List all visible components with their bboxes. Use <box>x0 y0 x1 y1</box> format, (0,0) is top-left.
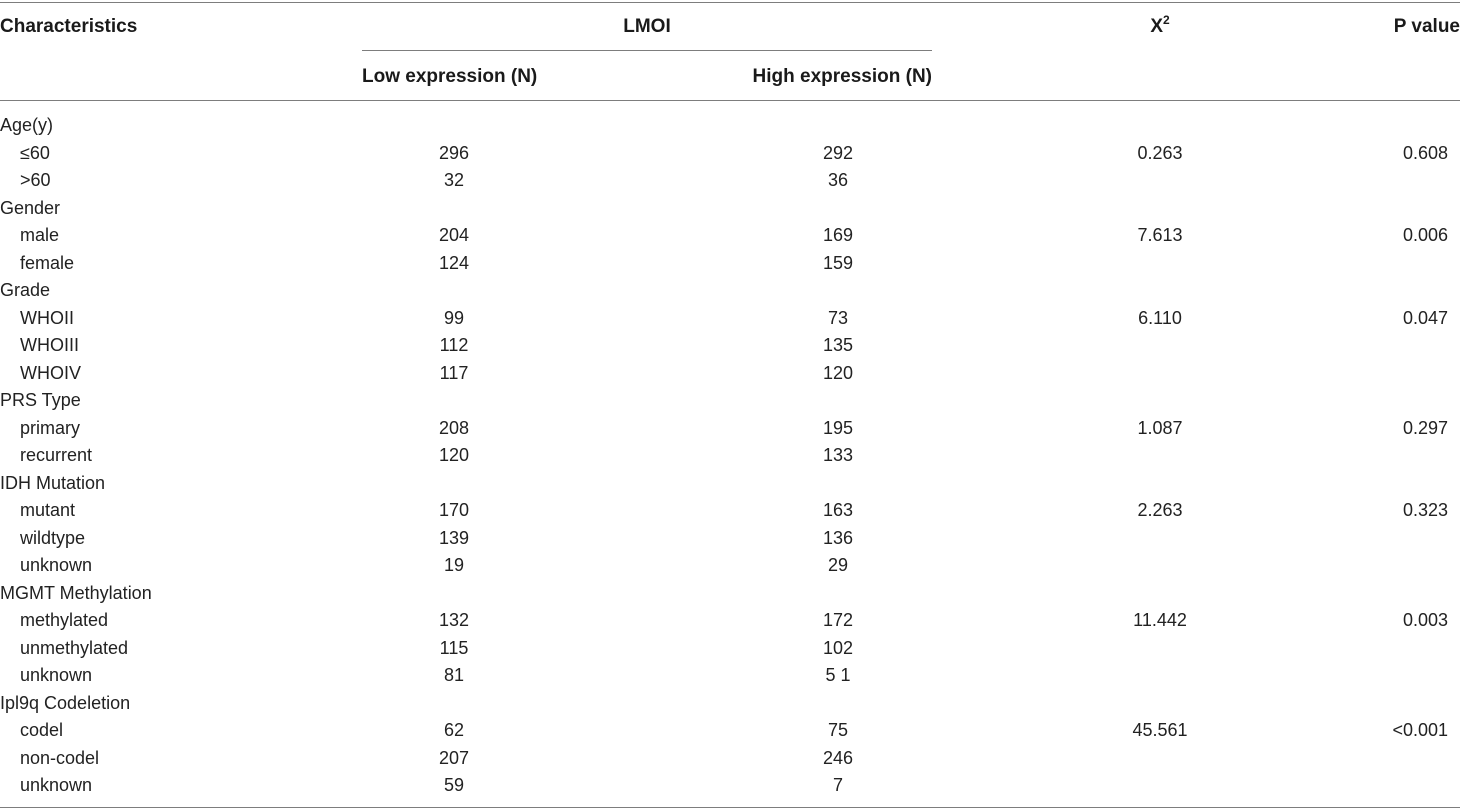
cell-p-value: 0.003 <box>1402 610 1448 630</box>
cell-characteristic: WHOIII <box>20 335 79 355</box>
cell-p-value: 0.323 <box>1402 500 1448 520</box>
cell-high-expression: 133 <box>822 445 854 465</box>
cell-high-expression: 7 <box>832 775 843 795</box>
cell-characteristic: unknown <box>20 555 93 575</box>
cell-characteristic: unknown <box>20 665 93 685</box>
cell-low-expression: 207 <box>438 747 470 768</box>
cell-characteristic: Gender <box>0 197 61 218</box>
table-row <box>0 360 1460 388</box>
table-row <box>0 222 1460 250</box>
table-group-row <box>0 580 1460 608</box>
cell-characteristic: male <box>20 225 60 245</box>
cell-p-value: 0.047 <box>1402 307 1448 328</box>
table-row <box>0 772 1460 800</box>
table-group-row <box>0 690 1460 718</box>
cell-high-expression: 5 1 <box>825 665 851 685</box>
header-lmoi: LMOI <box>623 16 671 37</box>
cell-low-expression: 120 <box>438 445 470 465</box>
cell-high-expression: 169 <box>822 225 854 245</box>
header-bottom-rule <box>0 100 1460 101</box>
cell-high-expression: 136 <box>822 527 854 548</box>
cell-chi-square: 11.442 <box>1133 610 1187 630</box>
cell-chi-square: 7.613 <box>1137 225 1183 245</box>
table-row <box>0 552 1460 580</box>
table-row <box>0 635 1460 663</box>
cell-low-expression: 124 <box>438 252 470 273</box>
table-group-row <box>0 387 1460 415</box>
cell-characteristic: primary <box>20 417 81 438</box>
header-p-value: P value <box>1393 16 1460 37</box>
cell-characteristic: ≤60 <box>20 142 50 163</box>
header-chi-square <box>1110 13 1210 38</box>
cell-low-expression: 296 <box>438 142 470 163</box>
cell-characteristic: Grade <box>0 280 51 300</box>
cell-characteristic: recurrent <box>20 445 93 465</box>
cell-high-expression: 73 <box>827 307 849 328</box>
cell-high-expression: 36 <box>827 170 849 190</box>
cell-high-expression: 292 <box>822 142 854 163</box>
cell-characteristic: unmethylated <box>20 637 129 658</box>
cell-high-expression: 172 <box>822 610 854 630</box>
cell-high-expression: 163 <box>822 500 854 520</box>
cell-p-value: 0.608 <box>1402 142 1448 163</box>
cell-high-expression: 159 <box>822 252 854 273</box>
cell-low-expression: 170 <box>438 500 470 520</box>
cell-characteristic: wildtype <box>20 527 86 548</box>
cell-low-expression: 81 <box>443 665 465 685</box>
table-group-row <box>0 277 1460 305</box>
lmoi-span-rule <box>362 50 932 51</box>
cell-characteristic: Age(y) <box>0 115 54 135</box>
cell-high-expression: 246 <box>822 747 854 768</box>
cell-characteristic: WHOIV <box>20 362 81 383</box>
cell-characteristic: codel <box>20 720 64 740</box>
cell-low-expression: 139 <box>438 527 470 548</box>
table-row <box>0 442 1460 470</box>
cell-low-expression: 62 <box>443 720 465 740</box>
cell-low-expression: 59 <box>443 775 465 795</box>
cell-low-expression: 115 <box>439 637 469 658</box>
header-characteristics: Characteristics <box>0 16 138 37</box>
cell-low-expression: 208 <box>438 417 470 438</box>
cell-characteristic: methylated <box>20 610 109 630</box>
cell-low-expression: 204 <box>438 225 470 245</box>
cell-characteristic: non-codel <box>20 747 100 768</box>
cell-low-expression: 99 <box>443 307 465 328</box>
cell-p-value: <0.001 <box>1392 720 1448 740</box>
table-group-row <box>0 470 1460 498</box>
table-row <box>0 167 1460 195</box>
cell-characteristic: mutant <box>20 500 76 520</box>
table-group-row <box>0 195 1460 223</box>
cell-high-expression: 102 <box>822 637 854 658</box>
cell-low-expression: 32 <box>443 170 465 190</box>
cell-low-expression: 132 <box>438 610 470 630</box>
table-row <box>0 497 1460 525</box>
cell-chi-square: 1.087 <box>1137 417 1183 438</box>
table-body <box>0 112 1460 800</box>
cell-low-expression: 19 <box>443 555 465 575</box>
table-row <box>0 525 1460 553</box>
table-bottom-rule <box>0 807 1460 808</box>
header-chi-square-exponent: 2 <box>1163 13 1170 27</box>
cell-high-expression: 75 <box>827 720 849 740</box>
table-row <box>0 250 1460 278</box>
cell-characteristic: unknown <box>20 775 93 795</box>
table-row <box>0 332 1460 360</box>
cell-low-expression: 112 <box>439 335 469 355</box>
header-chi-square-symbol: X <box>1150 16 1163 37</box>
cell-chi-square: 6.110 <box>1138 307 1182 328</box>
cell-high-expression: 135 <box>822 335 854 355</box>
cell-chi-square: 0.263 <box>1137 142 1183 163</box>
cell-characteristic: WHOII <box>20 307 74 328</box>
table-row <box>0 305 1460 333</box>
cell-characteristic: Ipl9q Codeletion <box>0 692 131 713</box>
cell-low-expression: 117 <box>439 362 469 383</box>
cell-chi-square: 2.263 <box>1137 500 1183 520</box>
cell-p-value: 0.297 <box>1402 417 1448 438</box>
table-row <box>0 717 1460 745</box>
cell-characteristic: PRS Type <box>0 390 81 410</box>
cell-high-expression: 195 <box>822 417 854 438</box>
cell-characteristic: MGMT Methylation <box>0 582 152 603</box>
table-row <box>0 745 1460 773</box>
table-row <box>0 415 1460 443</box>
cell-chi-square: 45.561 <box>1132 720 1188 740</box>
table-top-rule <box>0 2 1460 3</box>
cell-characteristic: female <box>20 252 75 273</box>
cell-high-expression: 120 <box>822 362 854 383</box>
table-group-row <box>0 112 1460 140</box>
header-high-expression: High expression (N) <box>752 66 932 87</box>
cell-high-expression: 29 <box>827 555 849 575</box>
table-row <box>0 607 1460 635</box>
table-row <box>0 662 1460 690</box>
table-row <box>0 140 1460 168</box>
header-low-expression: Low expression (N) <box>362 66 538 87</box>
cell-p-value: 0.006 <box>1402 225 1448 245</box>
cell-characteristic: >60 <box>20 170 51 190</box>
cell-characteristic: IDH Mutation <box>0 472 106 493</box>
